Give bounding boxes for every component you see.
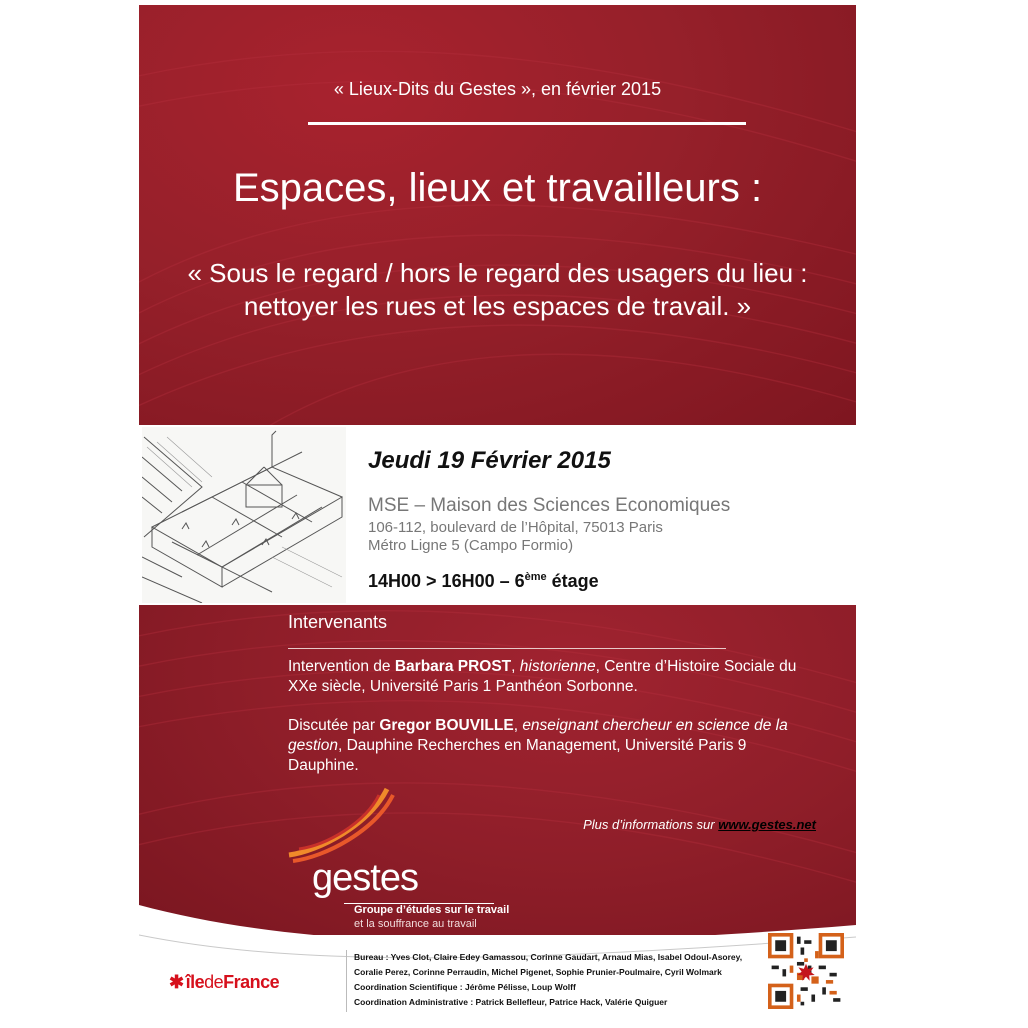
gestes-tagline-2: et la souffrance au travail bbox=[354, 918, 477, 930]
credits-block bbox=[354, 950, 742, 1010]
speaker-2-name: Gregor BOUVILLE bbox=[379, 717, 514, 734]
gestes-logo-word: gestes bbox=[312, 857, 418, 899]
venue-address: 106-112, boulevard de l’Hôpital, 75013 Paris bbox=[368, 519, 663, 536]
event-time-suffix: étage bbox=[546, 571, 599, 591]
event-series-kicker: « Lieux-Dits du Gestes », en février 2015 bbox=[333, 79, 662, 99]
page-subtitle: « Sous le regard / hors le regard des usagers du lieu : nettoyer les rues et les espaces de travail. » bbox=[187, 258, 808, 321]
speaker-discussant bbox=[288, 716, 818, 776]
poster bbox=[139, 5, 856, 1020]
speaker-1-sep: , bbox=[511, 658, 520, 675]
speaker-1-name: Barbara PROST bbox=[394, 658, 512, 675]
speakers-heading: Intervenants bbox=[288, 612, 388, 632]
qr-code-icon[interactable] bbox=[768, 933, 844, 1009]
credits-divider bbox=[346, 950, 347, 1012]
office-sketch-illustration bbox=[142, 427, 346, 603]
speaker-2-role: enseignant chercheur en science de la gestion bbox=[288, 717, 788, 754]
speaker-1-role: historienne bbox=[519, 658, 596, 675]
idf-word-b: de bbox=[204, 972, 224, 992]
website-link[interactable]: www.gestes.net bbox=[718, 817, 816, 832]
event-date: Jeudi 19 Février 2015 bbox=[368, 447, 611, 474]
more-info-text: Plus d’informations sur bbox=[583, 817, 719, 832]
event-time bbox=[368, 571, 599, 592]
header-panel bbox=[139, 5, 856, 425]
speaker-1-lead: Intervention de bbox=[288, 658, 395, 675]
speaker-2-lead: Discutée par bbox=[288, 717, 380, 734]
speakers-divider bbox=[288, 648, 726, 649]
event-time-main: 14H00 > 16H00 – 6 bbox=[368, 571, 525, 591]
venue-metro: Métro Ligne 5 (Campo Formio) bbox=[368, 537, 574, 554]
idf-star-icon: ✱ bbox=[169, 972, 184, 992]
more-info bbox=[583, 817, 816, 832]
swirl-decoration bbox=[139, 5, 856, 425]
speaker-1-affiliation: , Centre d’Histoire Sociale du XXe siècle, Université Paris 1 Panthéon Sorbonne. bbox=[288, 658, 797, 695]
speaker-2-sep: , bbox=[513, 717, 523, 734]
credit-line: Coralie Perez, Corinne Perraudin, Michel Pigenet, Sophie Prunier-Poulmaire, Cyril Wolmark bbox=[354, 967, 722, 977]
gestes-arc-icon bbox=[279, 785, 399, 865]
credit-line: Coordination Scientifique : Jérôme Pélisse, Loup Wolff bbox=[354, 982, 576, 992]
event-time-sup: ème bbox=[524, 571, 547, 583]
kicker-divider bbox=[308, 122, 746, 125]
iledefrance-logo bbox=[169, 972, 279, 993]
idf-word-a: île bbox=[185, 972, 205, 992]
speaker-2-affiliation: , Dauphine Recherches en Management, Université Paris 9 Dauphine. bbox=[288, 737, 747, 774]
idf-word-c: France bbox=[223, 972, 280, 992]
page-title: Espaces, lieux et travailleurs : bbox=[232, 166, 763, 210]
gestes-tagline-1: Groupe d’études sur le travail bbox=[354, 904, 510, 916]
credit-line: Bureau : Yves Clot, Claire Edey Gamassou, Corinne Gaudart, Arnaud Mias, Isabel Odoul-Asorey, bbox=[354, 952, 743, 962]
speaker-intervention bbox=[288, 657, 818, 697]
credit-line: Coordination Administrative : Patrick Bellefleur, Patrice Hack, Valérie Quiguer bbox=[354, 997, 668, 1007]
venue-name: MSE – Maison des Sciences Economiques bbox=[368, 495, 731, 516]
